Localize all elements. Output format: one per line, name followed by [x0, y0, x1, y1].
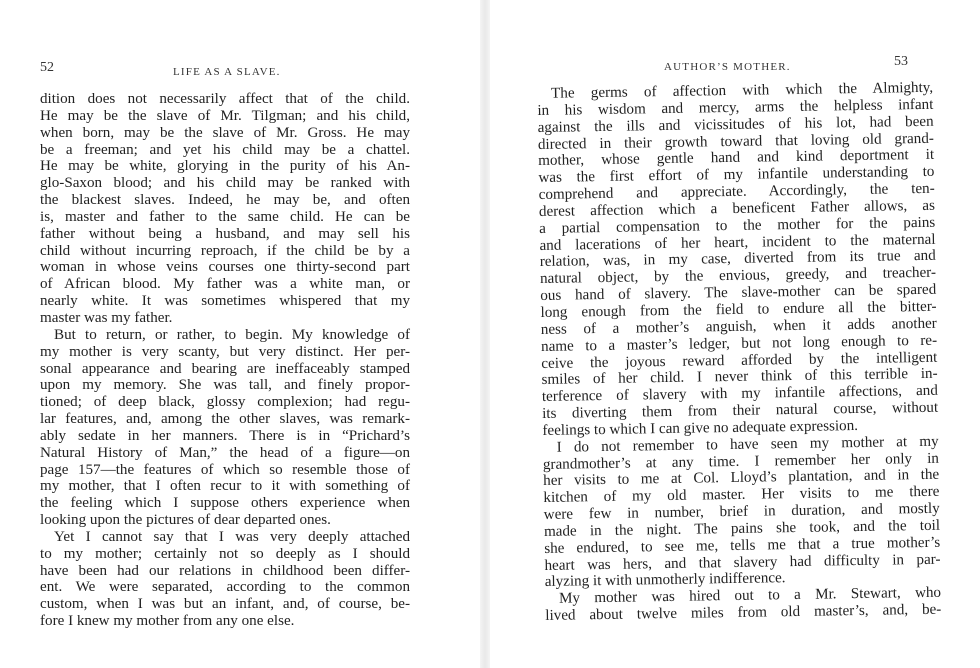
text-line: her visits to me at Col. Lloyd’s plantation, and in the: [543, 467, 940, 490]
text-line: my mother, that I often recur to it with something of: [40, 478, 410, 495]
text-line: directed in their growth toward that loving old grand-: [537, 130, 934, 153]
text-line: have been had our relations in childhood been differ-: [40, 562, 410, 579]
text-line: the blackest slaves. Indeed, he may be, and often: [40, 192, 410, 209]
left-page-body: [40, 91, 410, 630]
left-page-number: 52: [40, 60, 54, 75]
text-line: grandmother’s at any time. I remember her only in: [542, 450, 940, 473]
text-line: be a freeman; and yet his child may be a chattel.: [40, 141, 410, 158]
left-page: [0, 0, 480, 668]
text-line: father without being a husband, and may sell his: [40, 225, 410, 242]
text-line: ness of a mother’s anguish, when it adds another: [540, 315, 937, 338]
text-line: when born, may be the slave of Mr. Gross. He may: [40, 124, 410, 141]
text-line: natural object, by the envious, greedy, and treacher-: [539, 265, 937, 288]
text-line: the feeling which I suppose others experience when: [40, 495, 410, 512]
text-line: But to return, or rather, to begin. My knowledge of: [54, 326, 410, 343]
text-line: kitchen of my old master. Her visits to me there: [543, 483, 940, 507]
text-line: is, master and father to the same child. He can be: [40, 208, 410, 225]
text-line: alyzing it with unmotherly indifference.: [544, 570, 786, 591]
text-line: ent. We were separated, according to the common: [40, 579, 410, 596]
right-running-header: AUTHOR’S MOTHER.: [664, 61, 791, 73]
text-line: fore I knew my mother from any one else.: [40, 613, 295, 630]
right-page-number: 53: [894, 54, 908, 69]
text-line: lar features, and, among the other slaves, was remark-: [40, 411, 410, 428]
text-line: name to a master’s ledger, but not long enough to re-: [540, 332, 938, 355]
text-line: sonal appearance and bearing are ineffaceably stamped: [40, 360, 410, 377]
text-line: woman in whose veins courses one thirty-second part: [40, 259, 410, 276]
text-line: comprehend and appreciate. Accordingly, the ten-: [538, 180, 935, 204]
text-line: a partial compensation to the mother for the pains: [539, 214, 936, 237]
text-line: and lacerations of her heart, incident to the maternal: [539, 231, 936, 254]
text-line: were few in number, brief in duration, and mostly: [543, 500, 940, 524]
text-line: of African blood. My father was a white man, or: [40, 276, 410, 293]
left-running-header: LIFE AS A SLAVE.: [173, 66, 281, 78]
text-line: heart was hers, and that slavery had difficulty in par-: [544, 551, 941, 574]
text-line: child without incurring reproach, if the child be by a: [40, 242, 410, 259]
text-line: its diverting them from their natural course, without: [542, 399, 939, 422]
book-gutter: [480, 0, 490, 668]
text-line: relation, was, in my case, diverted from its true and: [539, 248, 936, 271]
text-line: ous hand of slavery. The slave-mother can be spared: [540, 281, 937, 305]
text-line: derest affection which a beneficent Father allows, as: [538, 197, 936, 220]
text-line: I do not remember to have seen my mother at my: [556, 433, 939, 456]
text-line: upon my memory. She was tall, and finely propor-: [40, 377, 410, 394]
text-line: my mother is very scanty, but very distinct. Her per-: [40, 343, 410, 360]
text-line: feelings to which I can give no adequate expression.: [542, 417, 859, 439]
text-line: page 157—the features of which so resemble those of: [40, 461, 410, 478]
text-line: tioned; of deep black, glossy complexion; had regu-: [40, 394, 410, 411]
text-line: dition does not necessarily affect that of the child.: [40, 91, 410, 107]
text-line: was the first effort of my infantile understanding to: [538, 163, 935, 187]
text-line: against the ills and vicissitudes of his lot, had been: [537, 113, 934, 136]
text-line: custom, when I was but an infant, and, of course, be-: [40, 596, 410, 613]
text-line: looking upon the pictures of dear departed ones.: [40, 512, 331, 529]
text-line: long enough from the field to endure all the bitter-: [540, 298, 937, 321]
right-page: [490, 0, 980, 668]
text-line: He may be the slave of Mr. Tilgman; and his child,: [40, 107, 410, 124]
text-line: ably sedate in her manners. There is in “Prichard’s: [40, 427, 410, 444]
text-line: My mother was hired out to a Mr. Stewart, who: [558, 585, 942, 608]
text-line: made in the night. The pains she took, and the toil: [543, 517, 941, 540]
text-line: in his wisdom and mercy, arms the helpless infant: [537, 96, 934, 119]
right-page-body: [537, 80, 941, 625]
text-line: Natural History of Man,” the head of a figure—on: [40, 444, 410, 461]
text-line: The germs of affection with which the Almighty,: [550, 79, 934, 102]
text-line: smiles of her child. I never think of this terrible in-: [541, 366, 938, 389]
text-line: mother, whose gentle hand and kind deportment it: [538, 147, 935, 170]
text-line: terference of slavery with my infantile affections, and: [541, 382, 938, 406]
text-line: master was my father.: [40, 309, 173, 326]
text-line: glo-Saxon blood; and his child may be ranked with: [40, 175, 410, 192]
text-line: nearly white. It was sometimes whispered that my: [40, 293, 410, 310]
text-line: she endured, to see me, tells me that a true mother’s: [544, 534, 941, 557]
text-line: ceive the joyous reward afforded by the intelligent: [541, 349, 938, 372]
text-line: Yet I cannot say that I was very deeply attached: [54, 528, 410, 545]
text-line: lived about twelve miles from old master’s, and, be-: [545, 601, 942, 625]
text-line: He may be white, glorying in the purity of his An-: [40, 158, 410, 175]
text-line: to my mother; certainly not so deeply as I should: [40, 545, 410, 562]
